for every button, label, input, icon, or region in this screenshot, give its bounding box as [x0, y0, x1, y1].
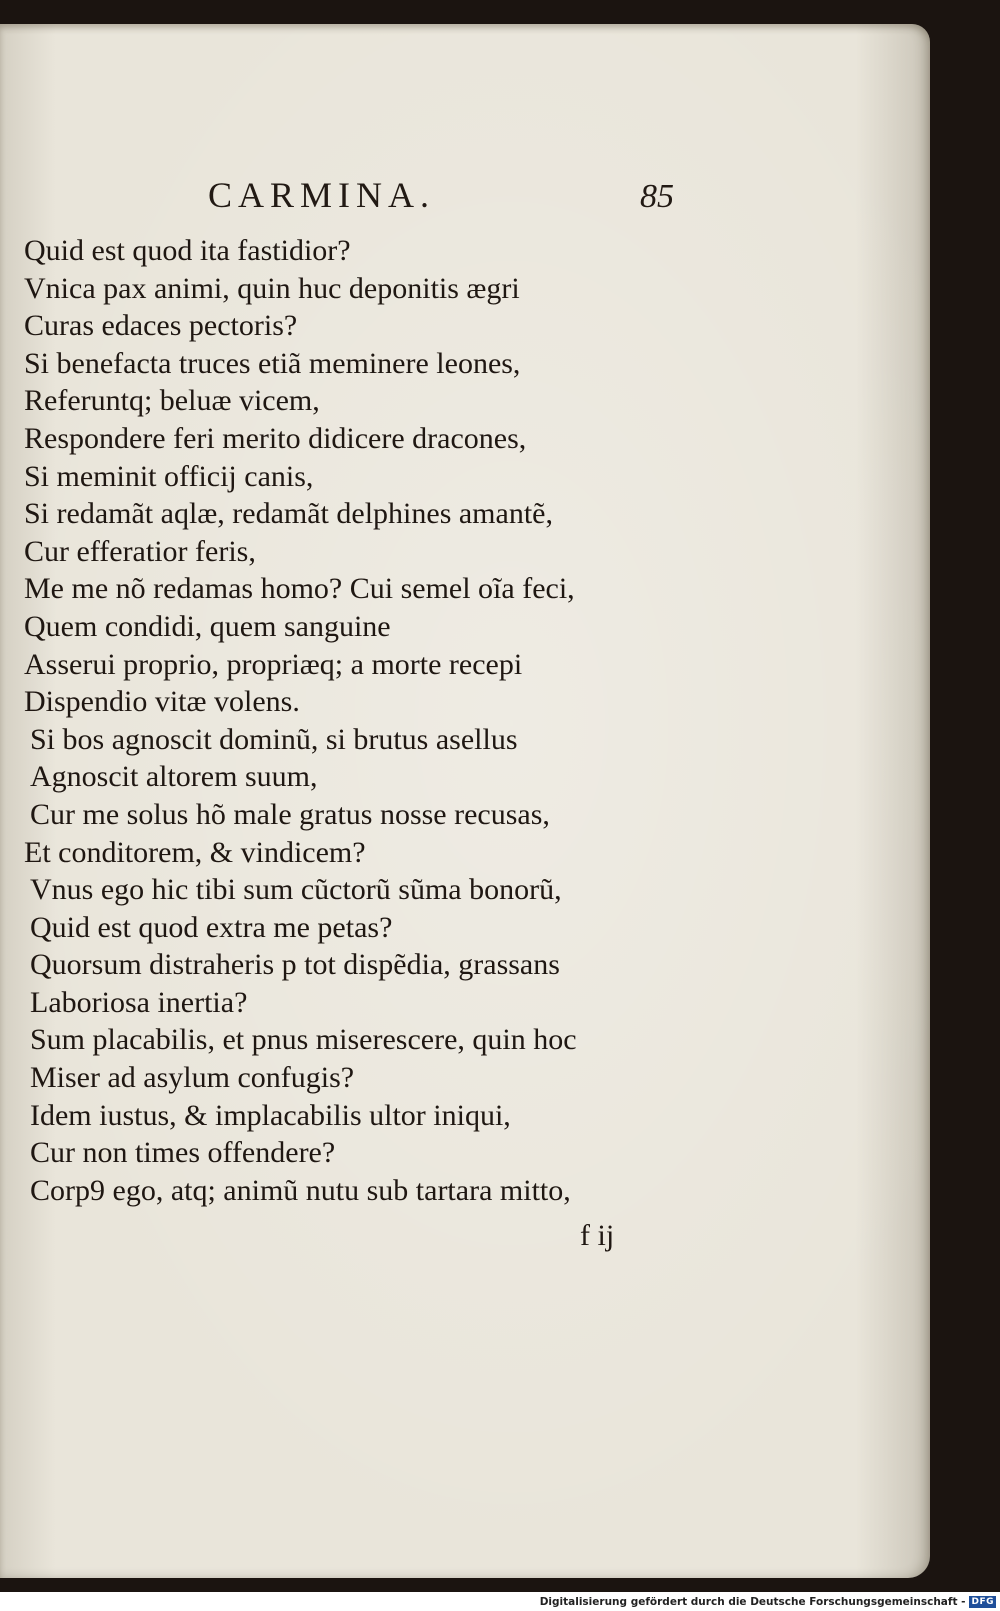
poem-line: Quem condidi, quem sanguine — [24, 609, 391, 643]
poem-line: Vnus ego hic tibi sum cũctorũ sũma bonorũ, — [30, 873, 562, 907]
poem-line: Si meminit officij canis, — [24, 459, 314, 493]
poem-line: Cur non times offendere? — [30, 1136, 336, 1170]
poem-line: Si benefacta truces etiã meminere leones, — [24, 346, 521, 380]
page-number: 85 — [640, 178, 674, 215]
poem-line: Sum placabilis, et pnus miserescere, quin hoc — [30, 1023, 577, 1057]
book-page — [0, 24, 930, 1578]
poem-line: Cur me solus hõ male gratus nosse recusas, — [30, 797, 550, 831]
dfg-logo: DFG — [971, 1597, 994, 1607]
poem-line: Asserui proprio, propriæq; a morte recepi — [24, 647, 523, 681]
signature-mark: f ij — [580, 1219, 615, 1252]
poem-line: Agnoscit altorem suum, — [30, 760, 318, 794]
page-header — [0, 174, 700, 224]
poem-line: Quorsum distraheris p tot dispẽdia, grassans — [30, 948, 560, 982]
credit-text: Digitalisierung gefördert durch die Deutsche Forschungsgemeinschaft - — [539, 1596, 966, 1608]
poem-line: Quid est quod extra me petas? — [30, 910, 393, 944]
poem-line: Et conditorem, & vindicem? — [24, 835, 366, 869]
digitization-credit — [540, 1594, 996, 1610]
poem-line: Curas edaces pectoris? — [24, 309, 298, 343]
poem-line: Me me nõ redamas homo? Cui semel oĩa feci, — [24, 572, 575, 606]
poem-line: Vnica pax animi, quin huc deponitis ægri — [24, 271, 520, 305]
poem-line: Quid est quod ita fastidior? — [24, 234, 351, 267]
poem-text — [24, 232, 704, 1209]
poem-line: Cur efferatior feris, — [24, 534, 256, 568]
poem-line: Si bos agnoscit dominũ, si brutus asellus — [30, 722, 518, 756]
poem-line: Idem iustus, & implacabilis ultor iniqui, — [30, 1098, 511, 1132]
poem-line: Respondere feri merito didicere dracones, — [24, 421, 527, 455]
poem-line: Corp9 ego, atq; animũ nutu sub tartara mitto, — [30, 1173, 571, 1207]
poem-line: Miser ad asylum confugis? — [30, 1061, 355, 1095]
poem-line: Laboriosa inertia? — [30, 985, 248, 1019]
poem-line: Si redamãt aqlæ, redamãt delphines amantẽ, — [24, 497, 553, 531]
poem-line: Dispendio vitæ volens. — [24, 685, 300, 719]
poem-line: Referuntq; beluæ vicem, — [24, 384, 320, 418]
running-title: CARMINA. — [208, 175, 436, 215]
